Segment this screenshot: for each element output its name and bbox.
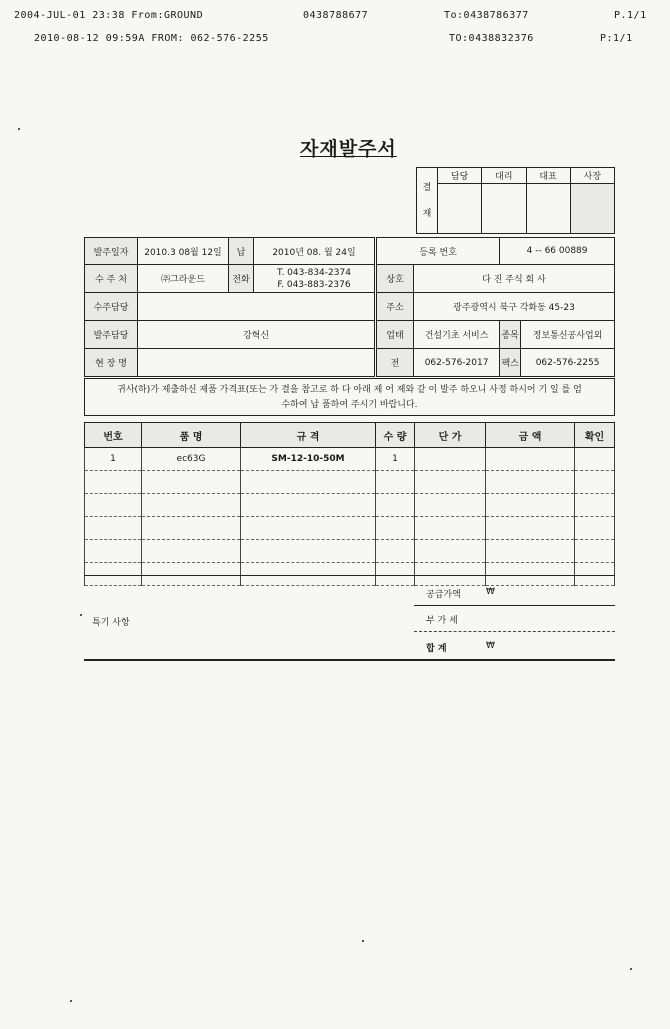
row-amount bbox=[486, 448, 575, 471]
col-header-amount: 금 액 bbox=[486, 423, 575, 448]
order-notice: 귀사(하)가 제출하신 제품 가격표(또는 가 결을 참고로 하 다 아래 제 어 제와 같 이 발주 하오니 사정 하시어 기 일 를 엄 수하여 납 품하여 주시기 바랍니다. bbox=[84, 378, 615, 416]
business-type-label: 업태 bbox=[377, 321, 414, 349]
row-spec: SM-12-10-50M bbox=[241, 448, 376, 471]
business-item-value: 정보통신공사업외 bbox=[521, 321, 615, 349]
col-header-item: 품 명 bbox=[142, 423, 241, 448]
business-type-value: 건설기초 서비스 bbox=[414, 321, 500, 349]
fax-line1-to: To:0438786377 bbox=[444, 10, 529, 21]
fax-line1-date: 2004-JUL-01 23:38 From:GROUND bbox=[14, 10, 204, 21]
fax-line1-page: P.1/1 bbox=[614, 10, 647, 21]
table-row bbox=[85, 517, 615, 540]
fax-line1-number: 0438788677 bbox=[303, 10, 369, 21]
row-qty bbox=[376, 471, 415, 494]
scan-speck bbox=[362, 940, 364, 942]
row-confirm bbox=[575, 540, 615, 563]
fax-value: 062-576-2255 bbox=[521, 349, 615, 377]
items-header-row bbox=[85, 423, 615, 448]
phone-label: 전화 bbox=[229, 265, 254, 293]
row-no: 1 bbox=[85, 448, 142, 471]
row-spec bbox=[241, 471, 376, 494]
order-date-value: 2010.3 08월 12일 bbox=[138, 238, 229, 265]
order-date-label: 발주일자 bbox=[85, 238, 138, 265]
table-row bbox=[85, 448, 615, 471]
supplier-manager-value bbox=[138, 293, 375, 321]
scan-speck bbox=[18, 128, 20, 130]
row-confirm bbox=[575, 494, 615, 517]
scan-speck bbox=[70, 1000, 72, 1002]
col-header-unit-price: 단 가 bbox=[415, 423, 486, 448]
fax-label: 팩스 bbox=[500, 349, 521, 377]
fax-line2-page: P:1/1 bbox=[600, 33, 633, 44]
approval-sign-president bbox=[570, 184, 614, 234]
row-item bbox=[142, 494, 241, 517]
total-currency: ₩ bbox=[486, 641, 495, 651]
col-header-spec: 규 격 bbox=[241, 423, 376, 448]
address-label: 주소 bbox=[377, 293, 414, 321]
row-no bbox=[85, 517, 142, 540]
order-info-table bbox=[84, 237, 375, 377]
scan-speck bbox=[630, 968, 632, 970]
col-header-no: 번호 bbox=[85, 423, 142, 448]
document-title: 자재발주서 bbox=[300, 138, 397, 160]
company-info-table bbox=[376, 237, 615, 377]
row-unit-price bbox=[415, 494, 486, 517]
table-row bbox=[85, 471, 615, 494]
row-no bbox=[85, 494, 142, 517]
row-amount bbox=[486, 517, 575, 540]
row-qty bbox=[376, 494, 415, 517]
approval-col-president: 사장 bbox=[570, 168, 614, 184]
divider-line bbox=[84, 659, 615, 661]
registration-label: 등록 번호 bbox=[377, 238, 500, 265]
delivery-label: 납 bbox=[229, 238, 254, 265]
fax-line2-to: TO:0438832376 bbox=[449, 33, 534, 44]
table-row bbox=[85, 540, 615, 563]
row-confirm bbox=[575, 517, 615, 540]
order-manager-value: 강혁신 bbox=[138, 321, 375, 349]
table-row bbox=[85, 494, 615, 517]
row-unit-price bbox=[415, 448, 486, 471]
supply-amount-label: 공급가액 bbox=[426, 590, 461, 600]
site-name-label: 현 장 명 bbox=[85, 349, 138, 377]
registration-value: 4 -- 66 00889 bbox=[500, 238, 615, 265]
scan-speck bbox=[80, 614, 82, 616]
row-qty bbox=[376, 517, 415, 540]
divider-line bbox=[414, 631, 615, 632]
approval-col-assistant: 대리 bbox=[482, 168, 526, 184]
approval-sign-assistant bbox=[482, 184, 526, 234]
row-qty: 1 bbox=[376, 448, 415, 471]
tel-value: 062-576-2017 bbox=[414, 349, 500, 377]
row-item: ec63G bbox=[142, 448, 241, 471]
row-no bbox=[85, 540, 142, 563]
approval-col-staff: 담당 bbox=[438, 168, 482, 184]
row-unit-price bbox=[415, 471, 486, 494]
supply-currency: ₩ bbox=[486, 587, 495, 597]
row-amount bbox=[486, 494, 575, 517]
row-unit-price bbox=[415, 517, 486, 540]
fax-line2-date: 2010-08-12 09:59A FROM: 062-576-2255 bbox=[34, 33, 269, 44]
approval-sign-ceo bbox=[526, 184, 570, 234]
business-item-label: 종목 bbox=[500, 321, 521, 349]
supplier-value: ㈜그라운드 bbox=[138, 265, 229, 293]
totals-section bbox=[84, 575, 615, 660]
supplier-label: 수 주 처 bbox=[85, 265, 138, 293]
order-manager-label: 발주담당 bbox=[85, 321, 138, 349]
approval-box bbox=[416, 167, 615, 234]
address-value: 광주광역시 북구 각화동 45-23 bbox=[414, 293, 615, 321]
delivery-value: 2010년 08. 월 24일 bbox=[254, 238, 375, 265]
tel-label: 전 bbox=[377, 349, 414, 377]
approval-col-ceo: 대표 bbox=[526, 168, 570, 184]
row-item bbox=[142, 471, 241, 494]
special-note-label: 특기 사항 bbox=[92, 618, 130, 628]
items-table bbox=[84, 422, 615, 586]
row-confirm bbox=[575, 471, 615, 494]
divider-line bbox=[84, 575, 615, 576]
row-qty bbox=[376, 540, 415, 563]
row-no bbox=[85, 471, 142, 494]
supplier-manager-label: 수주담당 bbox=[85, 293, 138, 321]
row-spec bbox=[241, 494, 376, 517]
col-header-qty: 수 량 bbox=[376, 423, 415, 448]
phone-value: T. 043-834-2374 F. 043-883-2376 bbox=[254, 265, 375, 293]
approval-side-label: 결 재 bbox=[417, 168, 438, 234]
row-confirm bbox=[575, 448, 615, 471]
divider-line bbox=[414, 605, 615, 606]
row-amount bbox=[486, 540, 575, 563]
total-label: 합 계 bbox=[426, 644, 447, 654]
company-name-label: 상호 bbox=[377, 265, 414, 293]
site-name-value bbox=[138, 349, 375, 377]
row-spec bbox=[241, 517, 376, 540]
row-item bbox=[142, 540, 241, 563]
row-unit-price bbox=[415, 540, 486, 563]
approval-sign-staff bbox=[438, 184, 482, 234]
vat-label: 부 가 세 bbox=[426, 616, 458, 626]
company-name-value: 다 진 주식 회 사 bbox=[414, 265, 615, 293]
row-spec bbox=[241, 540, 376, 563]
row-item bbox=[142, 517, 241, 540]
row-amount bbox=[486, 471, 575, 494]
col-header-confirm: 확인 bbox=[575, 423, 615, 448]
